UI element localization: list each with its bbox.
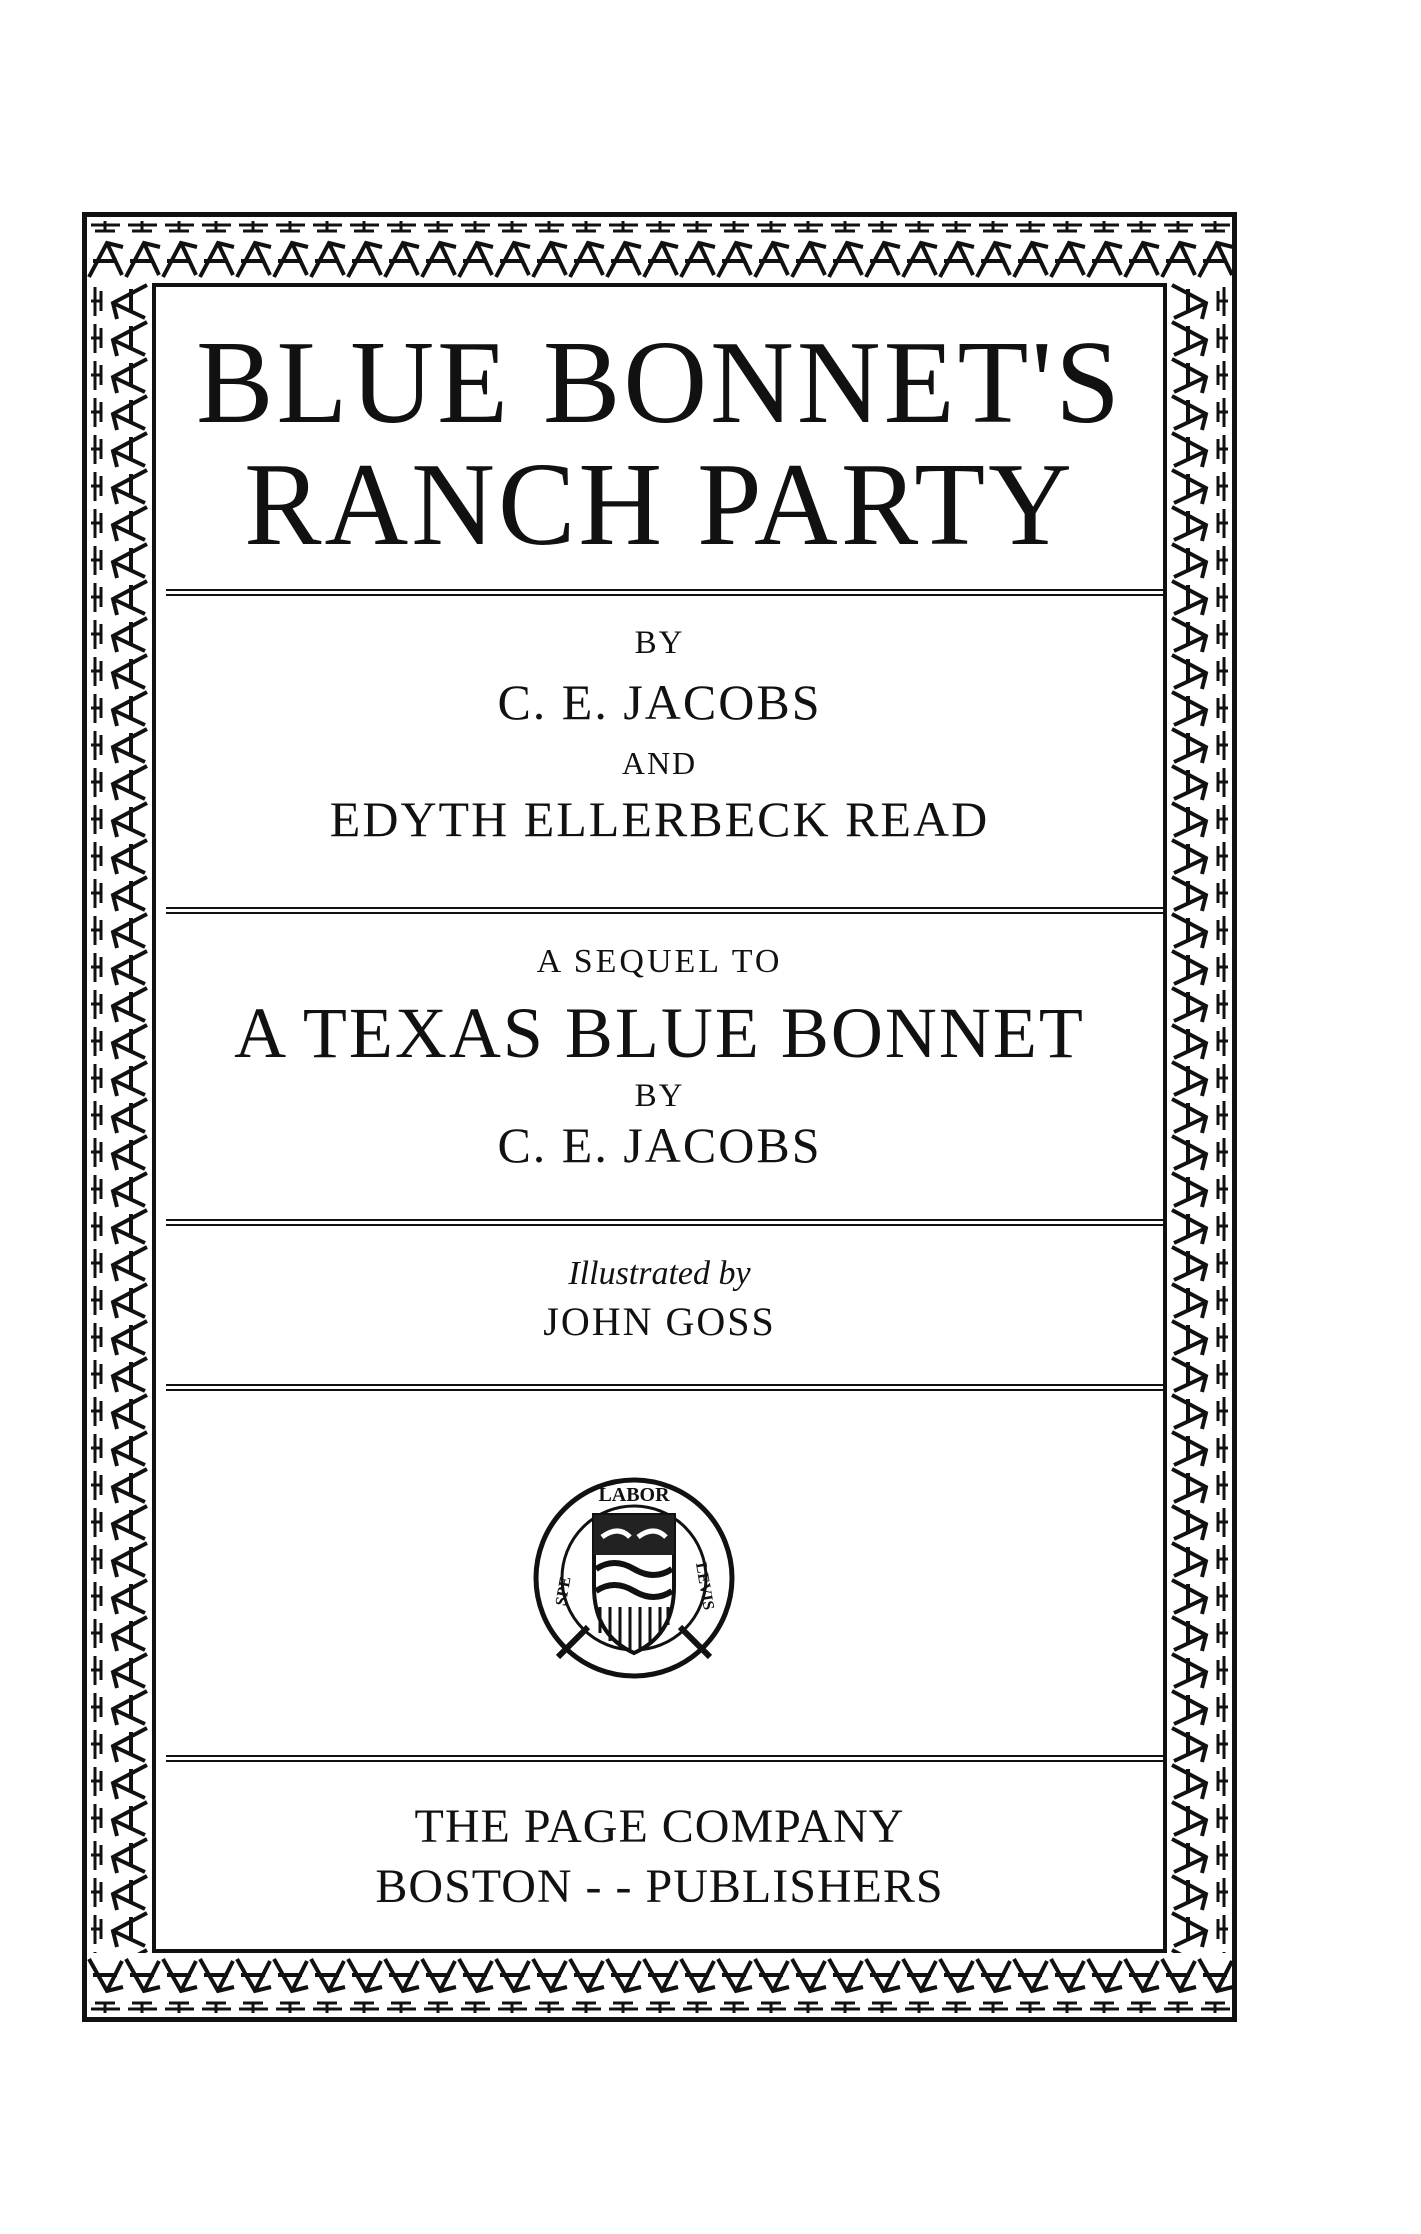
ornament-band-bottom bbox=[87, 1953, 1232, 2017]
divider-rule bbox=[166, 1384, 1163, 1391]
illustration-section bbox=[156, 1227, 1163, 1377]
divider-rule bbox=[166, 1755, 1163, 1762]
publisher-seal-icon bbox=[528, 1467, 740, 1689]
publisher-name: THE PAGE COMPANY bbox=[414, 1800, 905, 1853]
ornament-band-left bbox=[87, 283, 152, 1953]
motto-top: LABOR bbox=[598, 1484, 670, 1506]
ornament-band-top bbox=[87, 217, 1232, 283]
author-name-2: EDYTH ELLERBECK READ bbox=[329, 791, 990, 847]
by-label: BY bbox=[634, 625, 685, 661]
and-label: AND bbox=[621, 745, 698, 781]
illustrator-name: JOHN GOSS bbox=[543, 1299, 776, 1344]
ornament-band-right bbox=[1167, 283, 1232, 1953]
sequel-title: A TEXAS BLUE BONNET bbox=[234, 993, 1085, 1073]
divider-rule bbox=[166, 589, 1163, 596]
title-section bbox=[156, 287, 1163, 587]
sequel-by-label: BY bbox=[634, 1078, 685, 1114]
author-name-1: C. E. JACOBS bbox=[497, 674, 822, 730]
motto-left: SPE bbox=[552, 1575, 575, 1608]
sequel-section bbox=[156, 915, 1163, 1215]
sequel-label: A SEQUEL TO bbox=[536, 943, 783, 980]
divider-rule bbox=[166, 1219, 1163, 1226]
title-panel bbox=[152, 283, 1167, 1953]
emblem-section bbox=[156, 1392, 1163, 1752]
motto-right: LEVIS bbox=[691, 1561, 717, 1612]
book-title-line-2: RANCH PARTY bbox=[244, 439, 1075, 571]
sequel-author: C. E. JACOBS bbox=[497, 1117, 822, 1173]
publisher-location: BOSTON - - PUBLISHERS bbox=[375, 1860, 944, 1913]
divider-rule bbox=[166, 907, 1163, 914]
book-title-line-1: BLUE BONNET'S bbox=[196, 317, 1123, 449]
illustrated-by-label: Illustrated by bbox=[568, 1255, 751, 1292]
authors-section bbox=[156, 597, 1163, 897]
publisher-section bbox=[156, 1763, 1163, 1953]
